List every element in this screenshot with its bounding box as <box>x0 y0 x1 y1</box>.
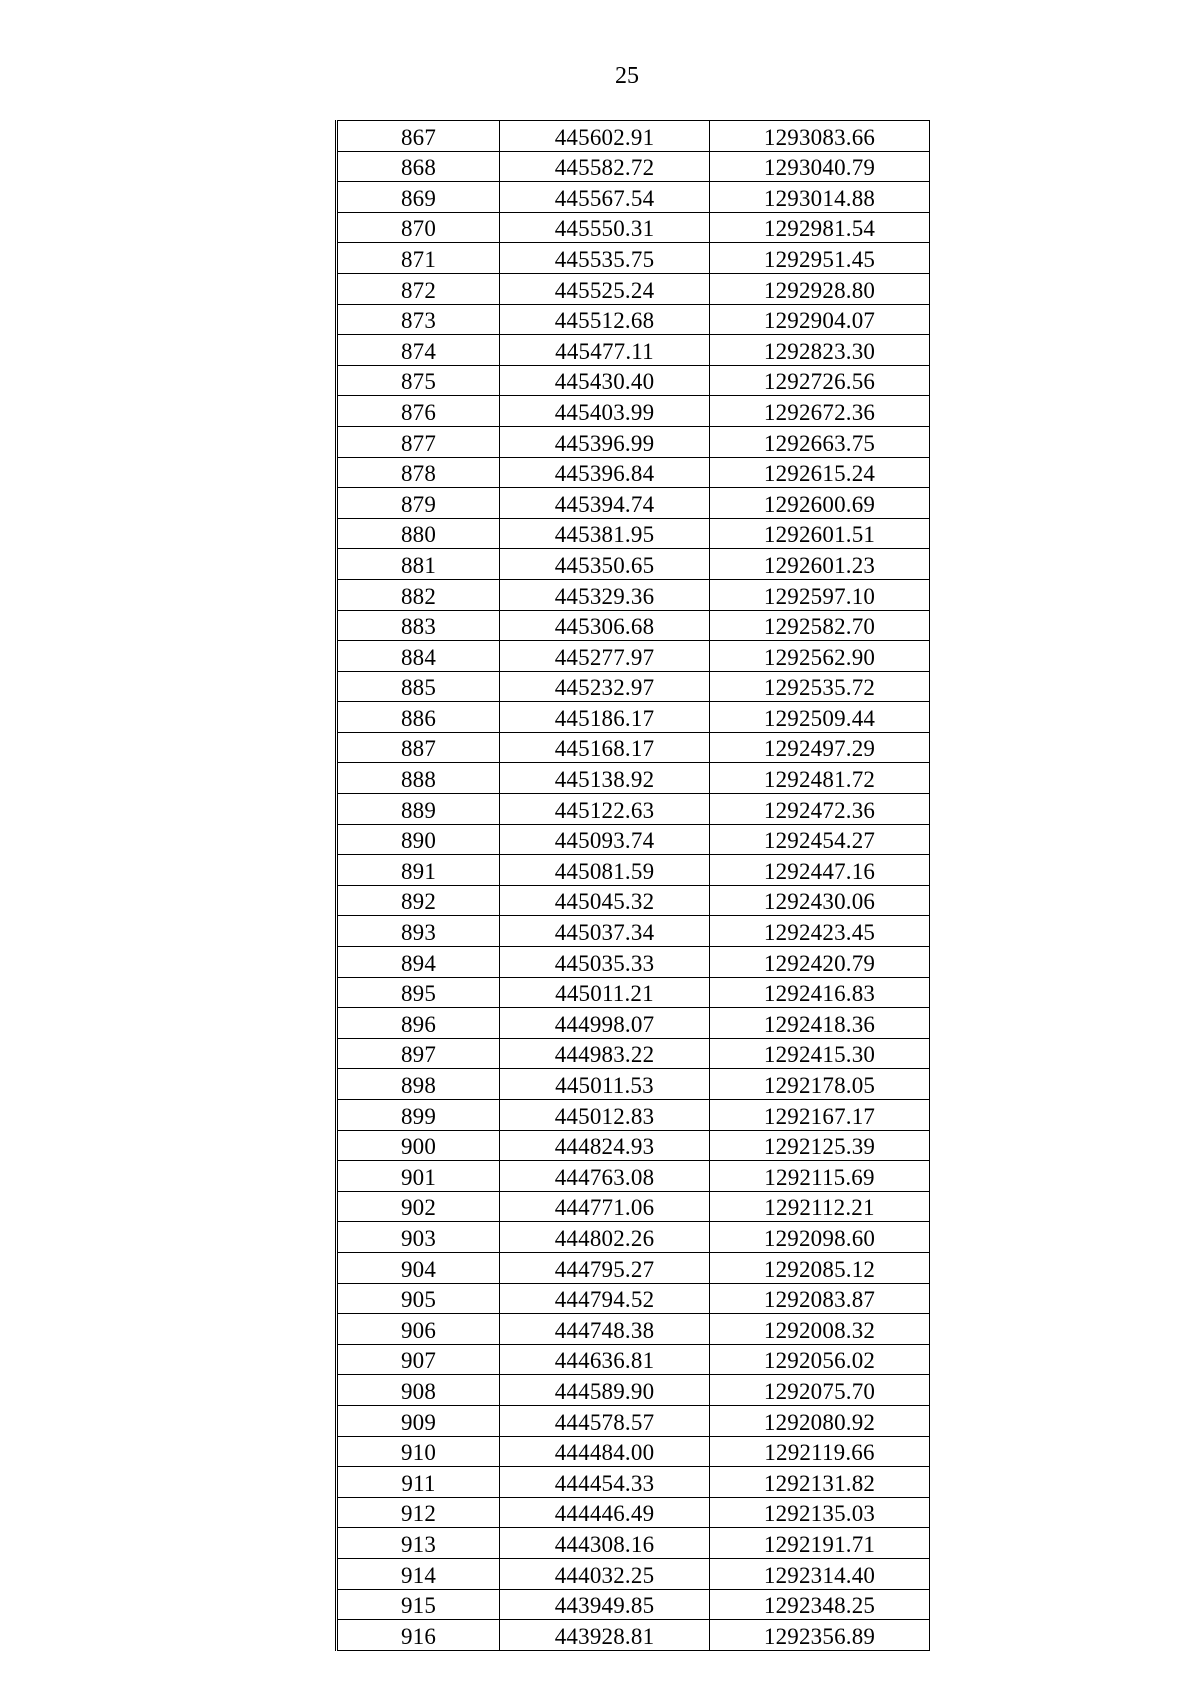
x-coordinate-cell: 445306.68 <box>500 610 710 641</box>
y-coordinate-cell: 1292454.27 <box>710 824 930 855</box>
y-coordinate-cell: 1292663.75 <box>710 426 930 457</box>
y-coordinate-cell: 1293040.79 <box>710 151 930 182</box>
x-coordinate-cell: 445512.68 <box>500 304 710 335</box>
table-row <box>337 610 930 641</box>
x-coordinate-cell: 445582.72 <box>500 151 710 182</box>
point-number-cell: 886 <box>337 702 500 733</box>
x-coordinate-cell: 444998.07 <box>500 1008 710 1039</box>
table-row <box>337 1008 930 1039</box>
x-coordinate-cell: 445037.34 <box>500 916 710 947</box>
y-coordinate-cell: 1292430.06 <box>710 885 930 916</box>
table-row <box>337 1161 930 1192</box>
coordinates-table-body <box>337 121 930 1651</box>
x-coordinate-cell: 445430.40 <box>500 365 710 396</box>
x-coordinate-cell: 443949.85 <box>500 1589 710 1620</box>
x-coordinate-cell: 444771.06 <box>500 1191 710 1222</box>
point-number-cell: 900 <box>337 1130 500 1161</box>
point-number-cell: 896 <box>337 1008 500 1039</box>
table-row <box>337 824 930 855</box>
x-coordinate-cell: 445035.33 <box>500 947 710 978</box>
x-coordinate-cell: 445350.65 <box>500 549 710 580</box>
page-number: 25 <box>615 63 639 89</box>
x-coordinate-cell: 445567.54 <box>500 182 710 213</box>
table-row <box>337 243 930 274</box>
table-row <box>337 212 930 243</box>
y-coordinate-cell: 1292481.72 <box>710 763 930 794</box>
point-number-cell: 883 <box>337 610 500 641</box>
x-coordinate-cell: 445602.91 <box>500 121 710 152</box>
table-row <box>337 1069 930 1100</box>
x-coordinate-cell: 444748.38 <box>500 1314 710 1345</box>
table-row <box>337 457 930 488</box>
y-coordinate-cell: 1292509.44 <box>710 702 930 733</box>
y-coordinate-cell: 1292191.71 <box>710 1528 930 1559</box>
point-number-cell: 879 <box>337 488 500 519</box>
x-coordinate-cell: 444578.57 <box>500 1405 710 1436</box>
point-number-cell: 891 <box>337 855 500 886</box>
point-number-cell: 903 <box>337 1222 500 1253</box>
table-row <box>337 579 930 610</box>
point-number-cell: 876 <box>337 396 500 427</box>
point-number-cell: 901 <box>337 1161 500 1192</box>
x-coordinate-cell: 445396.84 <box>500 457 710 488</box>
y-coordinate-cell: 1292597.10 <box>710 579 930 610</box>
y-coordinate-cell: 1292420.79 <box>710 947 930 978</box>
table-row <box>337 1038 930 1069</box>
y-coordinate-cell: 1292951.45 <box>710 243 930 274</box>
x-coordinate-cell: 444795.27 <box>500 1252 710 1283</box>
x-coordinate-cell: 444484.00 <box>500 1436 710 1467</box>
x-coordinate-cell: 445394.74 <box>500 488 710 519</box>
table-row <box>337 182 930 213</box>
table-row <box>337 1100 930 1131</box>
y-coordinate-cell: 1292823.30 <box>710 335 930 366</box>
x-coordinate-cell: 444454.33 <box>500 1467 710 1498</box>
y-coordinate-cell: 1292416.83 <box>710 977 930 1008</box>
point-number-cell: 878 <box>337 457 500 488</box>
y-coordinate-cell: 1292119.66 <box>710 1436 930 1467</box>
y-coordinate-cell: 1292415.30 <box>710 1038 930 1069</box>
table-row <box>337 151 930 182</box>
y-coordinate-cell: 1292167.17 <box>710 1100 930 1131</box>
y-coordinate-cell: 1292348.25 <box>710 1589 930 1620</box>
y-coordinate-cell: 1292085.12 <box>710 1252 930 1283</box>
point-number-cell: 881 <box>337 549 500 580</box>
y-coordinate-cell: 1292131.82 <box>710 1467 930 1498</box>
y-coordinate-cell: 1292098.60 <box>710 1222 930 1253</box>
table-row <box>337 1558 930 1589</box>
x-coordinate-cell: 444794.52 <box>500 1283 710 1314</box>
table-row <box>337 702 930 733</box>
y-coordinate-cell: 1292008.32 <box>710 1314 930 1345</box>
point-number-cell: 915 <box>337 1589 500 1620</box>
table-row <box>337 396 930 427</box>
table-row <box>337 518 930 549</box>
y-coordinate-cell: 1292600.69 <box>710 488 930 519</box>
y-coordinate-cell: 1292423.45 <box>710 916 930 947</box>
table-row <box>337 671 930 702</box>
y-coordinate-cell: 1292472.36 <box>710 794 930 825</box>
point-number-cell: 885 <box>337 671 500 702</box>
table-row <box>337 1589 930 1620</box>
point-number-cell: 912 <box>337 1497 500 1528</box>
y-coordinate-cell: 1292135.03 <box>710 1497 930 1528</box>
y-coordinate-cell: 1292582.70 <box>710 610 930 641</box>
point-number-cell: 880 <box>337 518 500 549</box>
table-row <box>337 977 930 1008</box>
x-coordinate-cell: 445168.17 <box>500 732 710 763</box>
point-number-cell: 914 <box>337 1558 500 1589</box>
point-number-cell: 872 <box>337 273 500 304</box>
y-coordinate-cell: 1292726.56 <box>710 365 930 396</box>
point-number-cell: 873 <box>337 304 500 335</box>
x-coordinate-cell: 445329.36 <box>500 579 710 610</box>
x-coordinate-cell: 445122.63 <box>500 794 710 825</box>
x-coordinate-cell: 445550.31 <box>500 212 710 243</box>
point-number-cell: 882 <box>337 579 500 610</box>
table-row <box>337 1222 930 1253</box>
x-coordinate-cell: 445093.74 <box>500 824 710 855</box>
table-row <box>337 947 930 978</box>
y-coordinate-cell: 1292356.89 <box>763 1623 876 1649</box>
y-coordinate-cell: 1292615.24 <box>710 457 930 488</box>
table-row <box>337 794 930 825</box>
point-number-cell: 898 <box>337 1069 500 1100</box>
y-coordinate-cell: 1292601.23 <box>710 549 930 580</box>
x-coordinate-cell: 445525.24 <box>500 273 710 304</box>
x-coordinate-cell: 444824.93 <box>500 1130 710 1161</box>
table-row <box>337 1497 930 1528</box>
point-number-cell: 888 <box>337 763 500 794</box>
x-coordinate-cell: 445045.32 <box>500 885 710 916</box>
y-coordinate-cell: 1292497.29 <box>710 732 930 763</box>
point-number-cell: 884 <box>337 641 500 672</box>
table-row <box>337 1283 930 1314</box>
x-coordinate-cell: 445403.99 <box>500 396 710 427</box>
y-coordinate-cell: 1292447.16 <box>710 855 930 886</box>
table-row <box>337 304 930 335</box>
y-coordinate-cell: 1292672.36 <box>710 396 930 427</box>
table-row <box>337 1405 930 1436</box>
x-coordinate-cell: 445381.95 <box>500 518 710 549</box>
point-number-cell: 895 <box>337 977 500 1008</box>
table-row <box>337 426 930 457</box>
point-number-cell: 913 <box>337 1528 500 1559</box>
table-row <box>337 335 930 366</box>
y-coordinate-cell: 1292083.87 <box>710 1283 930 1314</box>
table-row <box>337 365 930 396</box>
table-row <box>337 1252 930 1283</box>
table-row <box>337 763 930 794</box>
y-coordinate-cell: 1292314.40 <box>710 1558 930 1589</box>
point-number-cell: 907 <box>337 1344 500 1375</box>
point-number-cell: 899 <box>337 1100 500 1131</box>
y-coordinate-cell: 1292601.51 <box>710 518 930 549</box>
point-number-cell: 910 <box>337 1436 500 1467</box>
point-number-cell: 904 <box>337 1252 500 1283</box>
x-coordinate-cell: 445012.83 <box>500 1100 710 1131</box>
x-coordinate-cell: 443928.81 <box>500 1620 710 1651</box>
y-coordinate-cell: 1292115.69 <box>710 1161 930 1192</box>
x-coordinate-cell: 444589.90 <box>500 1375 710 1406</box>
table-row <box>337 855 930 886</box>
table-row <box>337 121 930 152</box>
point-number-cell: 887 <box>337 732 500 763</box>
point-number-cell: 909 <box>337 1405 500 1436</box>
table-row <box>337 1344 930 1375</box>
table-row <box>337 885 930 916</box>
x-coordinate-cell: 445477.11 <box>500 335 710 366</box>
y-coordinate-cell: 1292112.21 <box>710 1191 930 1222</box>
x-coordinate-cell: 445396.99 <box>500 426 710 457</box>
table-row <box>337 1314 930 1345</box>
table-row <box>337 1191 930 1222</box>
table-row <box>337 1620 930 1651</box>
x-coordinate-cell: 444308.16 <box>500 1528 710 1559</box>
x-coordinate-cell: 445535.75 <box>500 243 710 274</box>
table-row <box>337 732 930 763</box>
table-row <box>337 916 930 947</box>
point-number-cell: 871 <box>337 243 500 274</box>
x-coordinate-cell: 444446.49 <box>500 1497 710 1528</box>
point-number-cell: 890 <box>337 824 500 855</box>
table-row <box>337 1375 930 1406</box>
y-coordinate-cell: 1292418.36 <box>710 1008 930 1039</box>
point-number-cell: 893 <box>337 916 500 947</box>
table-row <box>337 1436 930 1467</box>
point-number-cell: 902 <box>337 1191 500 1222</box>
point-number-cell: 905 <box>337 1283 500 1314</box>
point-number-cell: 870 <box>337 212 500 243</box>
y-coordinate-cell: 1292056.02 <box>710 1344 930 1375</box>
table-row <box>337 1467 930 1498</box>
table-row <box>337 273 930 304</box>
point-number-cell: 869 <box>337 182 500 213</box>
x-coordinate-cell: 445081.59 <box>500 855 710 886</box>
x-coordinate-cell: 445011.53 <box>500 1069 710 1100</box>
y-coordinate-cell: 1292981.54 <box>710 212 930 243</box>
y-coordinate-cell: 1292535.72 <box>710 671 930 702</box>
x-coordinate-cell: 445277.97 <box>500 641 710 672</box>
y-coordinate-cell: 1293014.88 <box>710 182 930 213</box>
y-coordinate-cell: 1292080.92 <box>710 1405 930 1436</box>
point-number-cell: 897 <box>337 1038 500 1069</box>
point-number-cell: 868 <box>337 151 500 182</box>
table-row <box>337 1528 930 1559</box>
coordinates-table <box>335 120 930 1651</box>
point-number-cell: 889 <box>337 794 500 825</box>
x-coordinate-cell: 445232.97 <box>500 671 710 702</box>
y-coordinate-cell: 1292075.70 <box>710 1375 930 1406</box>
point-number-cell: 916 <box>337 1620 500 1651</box>
point-number-cell: 875 <box>337 365 500 396</box>
point-number-cell: 877 <box>337 426 500 457</box>
y-coordinate-cell: 1292125.39 <box>710 1130 930 1161</box>
table-row <box>337 549 930 580</box>
y-coordinate-cell: 1292904.07 <box>710 304 930 335</box>
point-number-cell: 874 <box>337 335 500 366</box>
y-coordinate-cell: 1292928.80 <box>710 273 930 304</box>
x-coordinate-cell: 445011.21 <box>500 977 710 1008</box>
point-number-cell: 894 <box>337 947 500 978</box>
point-number-cell: 906 <box>337 1314 500 1345</box>
x-coordinate-cell: 444763.08 <box>500 1161 710 1192</box>
y-coordinate-cell: 1293083.66 <box>710 121 930 152</box>
x-coordinate-cell: 445138.92 <box>500 763 710 794</box>
table-row <box>337 488 930 519</box>
table-row <box>337 1130 930 1161</box>
x-coordinate-cell: 444636.81 <box>500 1344 710 1375</box>
x-coordinate-cell: 444802.26 <box>500 1222 710 1253</box>
y-coordinate-cell: 1292178.05 <box>710 1069 930 1100</box>
y-coordinate-cell: 1292562.90 <box>710 641 930 672</box>
x-coordinate-cell: 444983.22 <box>500 1038 710 1069</box>
x-coordinate-cell: 444032.25 <box>500 1558 710 1589</box>
point-number-cell: 867 <box>337 121 500 152</box>
table-row <box>337 641 930 672</box>
point-number-cell: 911 <box>337 1467 500 1498</box>
point-number-cell: 892 <box>337 885 500 916</box>
point-number-cell: 908 <box>337 1375 500 1406</box>
x-coordinate-cell: 445186.17 <box>500 702 710 733</box>
